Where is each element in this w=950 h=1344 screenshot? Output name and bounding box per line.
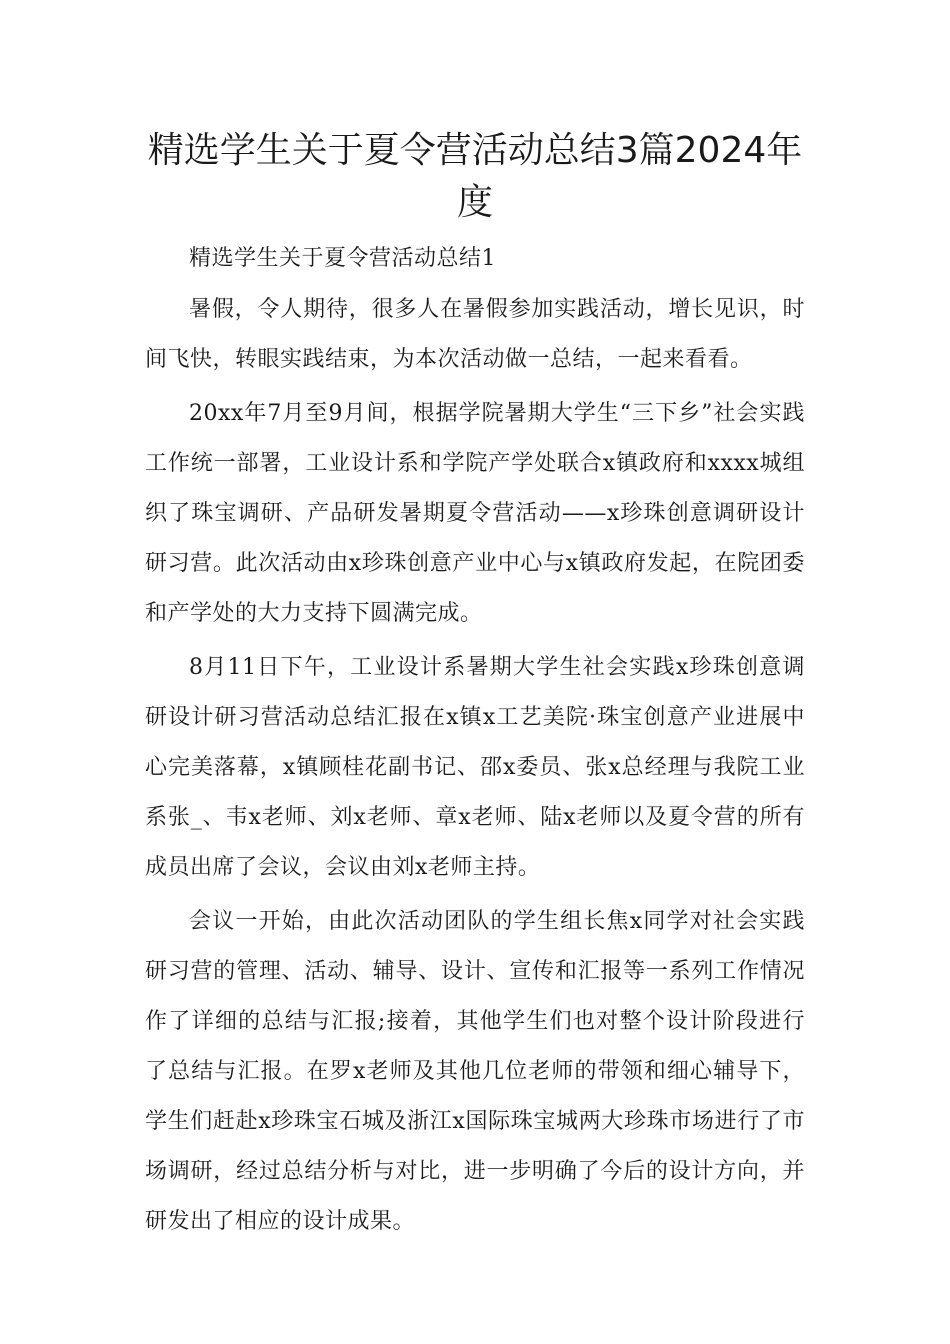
paragraph-4: 会议一开始，由此次活动团队的学生组长焦x同学对社会实践研习营的管理、活动、辅导、设计、宣传和汇报等一系列工作情况作了详细的总结与汇报;接着，其他学生们也对整个设计阶段进行了总结与汇报。在罗x老师及其他几位老师的带领和细心辅导下，学生们赶赴x珍珠宝石城及浙江x国际珠宝城两大珍珠市场进行了市场调研，经过总结分析与对比，进一步明确了今后的设计方向，并研发出了相应的设计成果。 [145,909,805,1234]
paragraph-3: 8月11日下午，工业设计系暑期大学生社会实践x珍珠创意调研设计研习营活动总结汇报在x镇x工艺美院·珠宝创意产业进展中心完美落幕，x镇顾桂花副书记、邵x委员、张x总经理与我院工业系张_、韦x老师、刘x老师、章x老师、陆x老师以及夏令营的所有成员出席了会议，会议由刘x老师主持。 [145,655,805,880]
document-title: 精选学生关于夏令营活动总结3篇2024年度 [147,130,803,223]
section-heading: 精选学生关于夏令营活动总结1 [189,246,496,271]
paragraph-1: 暑假，令人期待，很多人在暑假参加实践活动，增长见识，时间飞快，转眼实践结束，为本次活动做一总结，一起来看看。 [145,297,805,372]
document-page [145,125,805,1251]
paragraph-2: 20xx年7月至9月间，根据学院暑期大学生“三下乡”社会实践工作统一部署，工业设计系和学院产学处联合x镇政府和xxxx城组织了珠宝调研、产品研发暑期夏令营活动——x珍珠创意调研设计研习营。此次活动由x珍珠创意产业中心与x镇政府发起，在院团委和产学处的大力支持下圆满完成。 [145,401,805,626]
